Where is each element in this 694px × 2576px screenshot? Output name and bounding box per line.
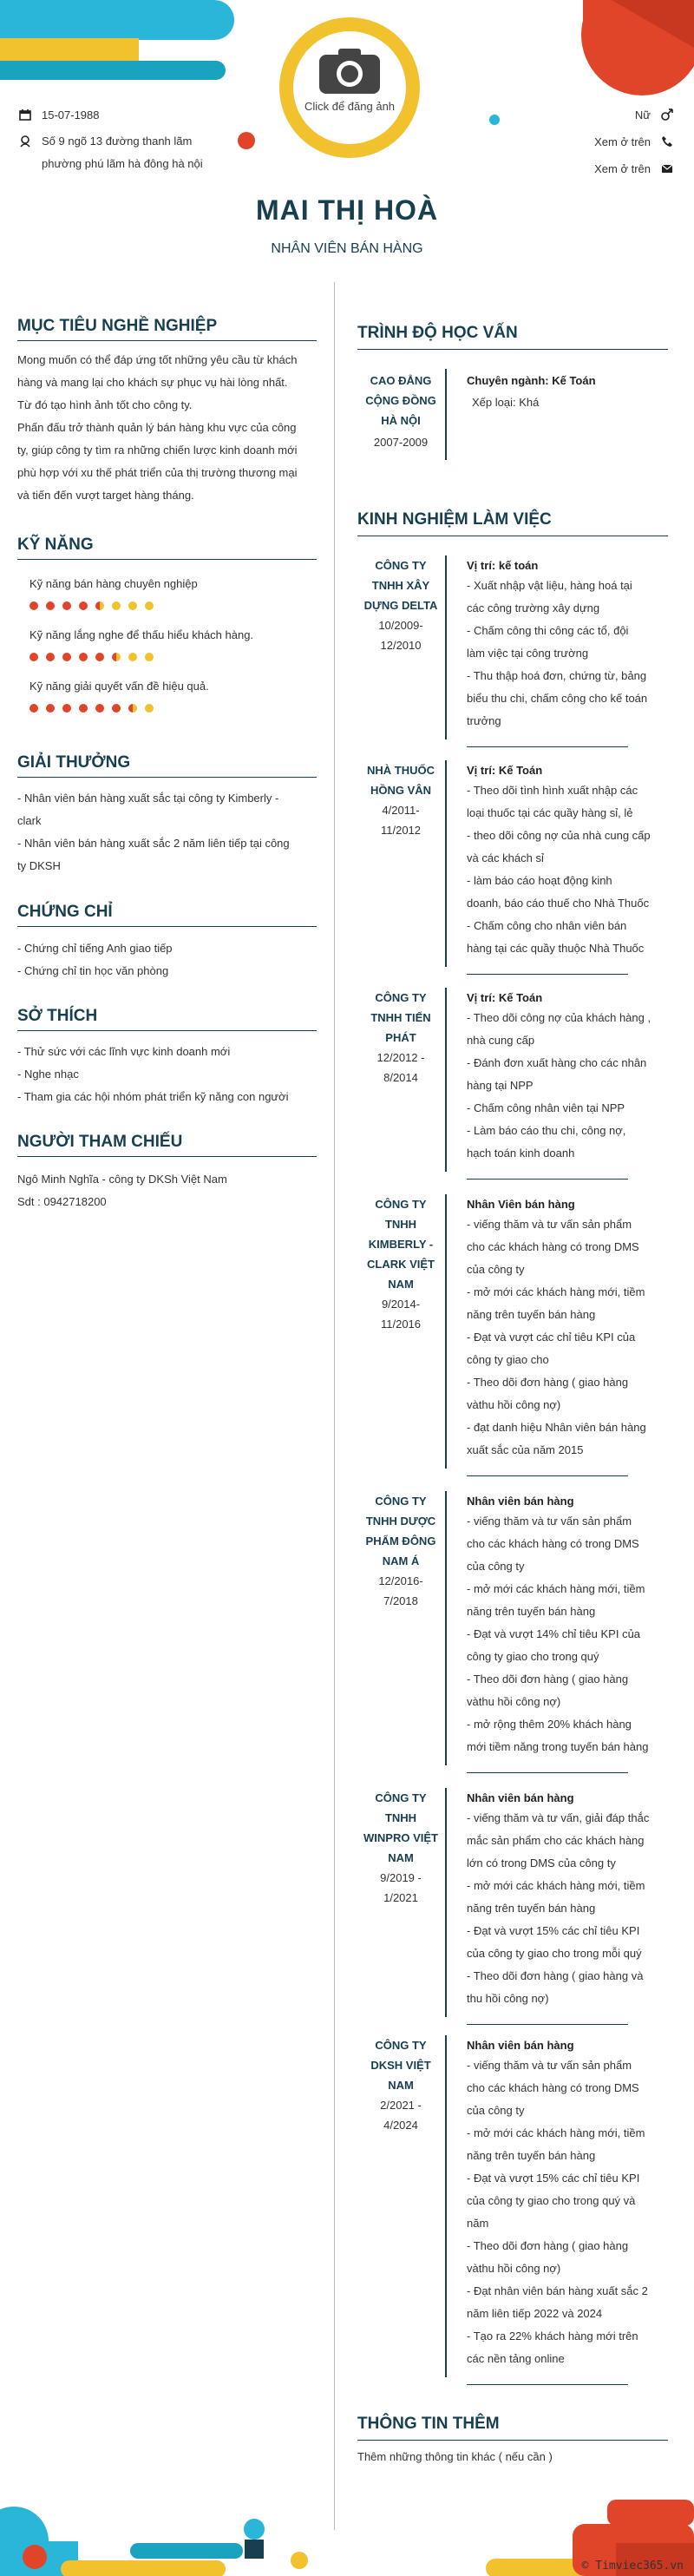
job-description-line: - viếng thăm và tư vấn sản phẩm bbox=[467, 1218, 632, 1231]
rating-dot bbox=[95, 653, 104, 661]
job-date: 12/2012 - bbox=[376, 1051, 425, 1064]
candidate-name: MAI THỊ HOÀ bbox=[255, 194, 439, 226]
job-description-line: - Xuất nhập vật liệu, hàng hoá tại bbox=[467, 579, 632, 592]
extra-divider bbox=[357, 2440, 668, 2441]
job-date: 12/2010 bbox=[380, 639, 422, 652]
education-years: 2007-2009 bbox=[373, 436, 429, 449]
job-company-line: NAM bbox=[388, 2079, 414, 2092]
job-description-line: - Đạt và vượt các chỉ tiêu KPI của bbox=[467, 1331, 636, 1344]
job-description-line: năng trên tuyến bán hàng bbox=[467, 1902, 596, 1915]
job-description-line: hàng tại NPP bbox=[467, 1079, 534, 1092]
job-description-line: biểu thu chi, chấm công cho kế toán bbox=[467, 692, 648, 705]
job-description-line: - mở mới các khách hàng mới, tiềm bbox=[467, 1582, 645, 1595]
skill-name: Kỹ năng lắng nghe để thấu hiểu khách hàng. bbox=[29, 628, 254, 641]
hobby-line: - Thử sức với các lĩnh vực kinh doanh mới bbox=[17, 1045, 231, 1058]
job-description-line: năm liên tiếp 2022 và 2024 bbox=[467, 2307, 603, 2320]
job-description-line: - làm báo cáo hoạt động kinh bbox=[467, 874, 612, 887]
job-company-line: CÔNG TY bbox=[375, 991, 427, 1004]
job-company-line: HỒNG VÂN bbox=[370, 784, 432, 797]
email-row bbox=[594, 162, 673, 175]
job-description-line: cho các khách hàng có trong DMS bbox=[467, 1240, 639, 1253]
education-title: TRÌNH ĐỘ HỌC VẤN bbox=[357, 324, 518, 342]
job-description-line: các nền tảng online bbox=[467, 2352, 565, 2365]
job-description-line: của công ty giao cho trong quý và bbox=[467, 2194, 636, 2207]
hobbies-title: SỞ THÍCH bbox=[17, 1007, 98, 1025]
column-divider bbox=[334, 282, 335, 2530]
job-description-line: hàng tại các quầy thuộc Nhà Thuốc bbox=[467, 942, 645, 955]
education-vline bbox=[445, 369, 447, 460]
job-company-line: TNHH XÂY bbox=[371, 579, 430, 592]
job-separator bbox=[467, 746, 628, 747]
rating-dot bbox=[79, 653, 88, 661]
job-description-line: nhà cung cấp bbox=[467, 1034, 535, 1047]
job-date: 11/2016 bbox=[380, 1318, 422, 1331]
job-vline bbox=[445, 2035, 447, 2377]
job-company-line: NAM bbox=[388, 1278, 414, 1291]
reference-line: Ngô Minh Nghĩa - công ty DKSh Việt Nam bbox=[17, 1173, 227, 1186]
job-company-line: NAM Á bbox=[382, 1554, 420, 1567]
job-separator bbox=[467, 974, 628, 975]
job-description-line: mới tiềm năng trong tuyến bán hàng bbox=[467, 1740, 649, 1753]
job-separator bbox=[467, 1772, 628, 1773]
certificate-line: - Chứng chỉ tin học văn phòng bbox=[17, 964, 169, 977]
address-row bbox=[19, 135, 203, 175]
job-description-line: cho các khách hàng có trong DMS bbox=[467, 2081, 639, 2094]
job-company-line: TNHH bbox=[384, 1218, 417, 1231]
skill-name: Kỹ năng giải quyết vấn đề hiệu quả. bbox=[29, 680, 209, 693]
job-company bbox=[357, 760, 444, 840]
job-description-line: loại thuốc tại các quầy hàng sỉ, lẻ bbox=[467, 806, 633, 819]
watermark: © Timviec365.vn bbox=[581, 2560, 684, 2573]
objective-line: phù hợp với xu thế phát triển của thị trường thương mại bbox=[17, 466, 298, 479]
job-separator bbox=[467, 1475, 628, 1476]
job-description-line: công ty giao cho trong quý bbox=[467, 1650, 599, 1663]
job-vline bbox=[445, 1788, 447, 2017]
experience-title: KINH NGHIỆM LÀM VIỆC bbox=[357, 510, 552, 529]
job-company-line: CLARK VIỆT bbox=[367, 1258, 435, 1271]
rating-dot bbox=[29, 704, 38, 713]
references-divider bbox=[17, 1156, 317, 1157]
hobby-line: - Nghe nhạc bbox=[17, 1068, 79, 1081]
job-company-line: WINPRO VIỆT bbox=[363, 1831, 438, 1844]
job-company-line: CÔNG TY bbox=[375, 1495, 427, 1508]
job-company bbox=[357, 1491, 444, 1611]
job-company-line: PHẨM ĐÔNG bbox=[365, 1534, 436, 1548]
job-title: Vị trí: kế toán bbox=[467, 559, 539, 572]
job-date: 8/2014 bbox=[383, 1071, 418, 1084]
job-description-line: của công ty giao cho trong mỗi quý bbox=[467, 1947, 642, 1960]
education-divider bbox=[357, 349, 668, 350]
job-title: Vị trí: Kế Toán bbox=[467, 764, 543, 777]
skill-rating bbox=[29, 601, 154, 610]
job-date: 7/2018 bbox=[383, 1594, 418, 1607]
job-title: Nhân viên bán hàng bbox=[467, 1791, 574, 1804]
job-company-line: DKSH VIỆT bbox=[370, 2059, 431, 2072]
job-title: Nhân viên bán hàng bbox=[467, 2039, 574, 2052]
job-description bbox=[467, 1213, 668, 1462]
job-description-line: - Theo dõi đơn hàng ( giao hàng bbox=[467, 1672, 629, 1686]
job-description-line: lớn có trong DMS của công ty bbox=[467, 1856, 616, 1870]
job-description-line: - viếng thăm và tư vấn, giải đáp thắc bbox=[467, 1811, 650, 1824]
skills-title: KỸ NĂNG bbox=[17, 536, 94, 554]
rating-dot bbox=[46, 704, 55, 713]
job-description-line: thu hồi công nợ) bbox=[467, 1992, 549, 2005]
calendar-icon bbox=[19, 108, 31, 121]
objective-line: và tiến đến vượt target hàng tháng. bbox=[17, 489, 194, 502]
skill-rating bbox=[29, 653, 154, 661]
job-company-line: TNHH TIẾN bbox=[370, 1011, 431, 1024]
references-title: NGƯỜI THAM CHIẾU bbox=[17, 1133, 183, 1151]
award-line: - Nhân viên bán hàng xuất sắc 2 năm liên tiếp tại công bbox=[17, 837, 290, 850]
rating-dot bbox=[79, 704, 88, 713]
job-description-line: vàthu hồi công nợ) bbox=[467, 1695, 561, 1708]
job-date: 2/2021 - bbox=[380, 2099, 422, 2112]
job-description-line: của công ty bbox=[467, 2104, 525, 2117]
job-description-line: - Theo dõi đơn hàng ( giao hàng bbox=[467, 2239, 629, 2252]
job-description-line: vàthu hồi công nợ) bbox=[467, 1398, 561, 1411]
rating-dot bbox=[145, 653, 154, 661]
job-company-line: CÔNG TY bbox=[375, 559, 427, 572]
photo-upload-button[interactable] bbox=[293, 31, 406, 144]
extra-title: THÔNG TIN THÊM bbox=[357, 2415, 500, 2433]
phone-icon bbox=[661, 135, 673, 148]
education-school bbox=[357, 371, 444, 430]
job-description-line: các công trường xây dựng bbox=[467, 601, 600, 614]
job-description-line: - mở mới các khách hàng mới, tiềm bbox=[467, 2126, 645, 2139]
job-description-line: cho các khách hàng có trong DMS bbox=[467, 1537, 639, 1550]
job-description-line: - Đạt và vượt 14% chỉ tiêu KPI của bbox=[467, 1627, 641, 1640]
job-vline bbox=[445, 760, 447, 967]
objective-text bbox=[17, 349, 321, 507]
job-company bbox=[357, 988, 444, 1088]
job-description-line: - mở mới các khách hàng mới, tiềm bbox=[467, 1879, 645, 1892]
job-date: 11/2012 bbox=[380, 824, 422, 837]
rating-dot bbox=[62, 704, 71, 713]
job-company-line: NAM bbox=[388, 1851, 414, 1864]
job-date: 9/2019 - bbox=[380, 1871, 422, 1884]
job-description-line: - Theo dõi đơn hàng ( giao hàng và bbox=[467, 1969, 644, 1982]
award-line: - Nhân viên bán hàng xuất sắc tại công ty Kimberly - bbox=[17, 792, 279, 805]
job-company bbox=[357, 1194, 444, 1334]
job-company-line: CÔNG TY bbox=[375, 2039, 427, 2052]
job-company-line: TNHH bbox=[384, 1811, 417, 1824]
job-description-line: - Theo dõi tình hình xuất nhập các bbox=[467, 784, 638, 797]
job-description-line: - đạt danh hiệu Nhân viên bán hàng bbox=[467, 1421, 646, 1434]
rating-dot bbox=[79, 601, 88, 610]
job-description-line: - theo dõi công nợ của nhà cung cấp bbox=[467, 829, 651, 842]
job-description-line: - Đạt và vượt 15% các chỉ tiêu KPI bbox=[467, 2172, 640, 2185]
certificates-divider bbox=[17, 926, 317, 927]
address-line-2: phường phú lãm hà đông hà nội bbox=[42, 157, 203, 170]
job-description-line: - mở rộng thêm 20% khách hàng bbox=[467, 1718, 632, 1731]
job-date: 1/2021 bbox=[383, 1891, 418, 1904]
job-description-line: doanh, báo cáo thuế cho Nhà Thuốc bbox=[467, 897, 650, 910]
rating-dot bbox=[128, 601, 137, 610]
rating-dot bbox=[95, 601, 104, 610]
job-company-line: DỰNG DELTA bbox=[363, 599, 438, 612]
certificates-text bbox=[17, 937, 330, 982]
objective-line: Mong muốn có thể đáp ứng tốt những yêu cầu từ khách bbox=[17, 353, 298, 366]
rating-dot bbox=[46, 653, 55, 661]
phone-row bbox=[594, 135, 673, 148]
rating-dot bbox=[29, 601, 38, 610]
skill-name: Kỹ năng bán hàng chuyên nghiệp bbox=[29, 577, 198, 590]
email-icon bbox=[661, 162, 673, 174]
education-school-line: CỘNG ĐỒNG bbox=[365, 394, 436, 407]
job-date: 12/2016- bbox=[378, 1574, 423, 1587]
certificates-title: CHỨNG CHỈ bbox=[17, 903, 113, 921]
job-description-line: và các khách sỉ bbox=[467, 851, 544, 864]
job-description-line: - Tạo ra 22% khách hàng mới trên bbox=[467, 2330, 638, 2343]
job-description-line: năm bbox=[467, 2217, 489, 2230]
job-company-line: KIMBERLY - bbox=[368, 1238, 434, 1251]
job-description-line: - Đánh đơn xuất hàng cho các nhân bbox=[467, 1056, 647, 1069]
job-description-line: - mở mới các khách hàng mới, tiềm bbox=[467, 1285, 645, 1298]
job-description-line: hạch toán kinh doanh bbox=[467, 1147, 575, 1160]
email-value[interactable]: Xem ở trên bbox=[594, 162, 651, 175]
job-description-line: - viếng thăm và tư vấn sản phẩm bbox=[467, 2059, 632, 2072]
education-grade: Xếp loại: Khá bbox=[472, 396, 540, 409]
job-separator bbox=[467, 2384, 628, 2385]
extra-text: Thêm những thông tin khác ( nếu cần ) bbox=[357, 2450, 553, 2463]
awards-title: GIẢI THƯỞNG bbox=[17, 753, 131, 772]
job-description bbox=[467, 2054, 668, 2370]
candidate-position: NHÂN VIÊN BÁN HÀNG bbox=[271, 241, 423, 256]
job-description-line: năng trên tuyến bán hàng bbox=[467, 1308, 596, 1321]
gender-value: Nữ bbox=[634, 108, 651, 122]
rating-dot bbox=[145, 704, 154, 713]
references-text bbox=[17, 1168, 330, 1213]
job-description-line: - Đạt và vượt 15% các chỉ tiêu KPI bbox=[467, 1924, 640, 1937]
job-description bbox=[467, 1807, 668, 2010]
job-description bbox=[467, 779, 668, 960]
job-company-line: CÔNG TY bbox=[375, 1198, 427, 1211]
gender-row bbox=[635, 108, 673, 122]
job-description bbox=[467, 1007, 668, 1165]
job-title: Vị trí: Kế Toán bbox=[467, 991, 543, 1004]
job-vline bbox=[445, 555, 447, 739]
job-description-line: công ty giao cho bbox=[467, 1353, 549, 1366]
job-description-line: xuất sắc của năm 2015 bbox=[467, 1443, 584, 1456]
job-description-line: năng trên tuyến bán hàng bbox=[467, 1605, 596, 1618]
job-description-line: làm việc tại công trường bbox=[467, 647, 589, 660]
job-vline bbox=[445, 1194, 447, 1469]
job-description-line: - Thu thập hoá đơn, chứng từ, bảng bbox=[467, 669, 647, 682]
objective-title: MỤC TIÊU NGHỀ NGHIỆP bbox=[17, 317, 218, 335]
skills-divider bbox=[17, 559, 317, 560]
job-company bbox=[357, 2035, 444, 2135]
education-school-line: HÀ NỘI bbox=[381, 414, 421, 427]
photo-caption: Click để đăng ảnh bbox=[304, 100, 396, 113]
rating-dot bbox=[112, 653, 121, 661]
job-company-line: PHÁT bbox=[385, 1031, 416, 1044]
job-vline bbox=[445, 988, 447, 1172]
objective-divider bbox=[17, 340, 317, 341]
reference-line: Sdt : 0942718200 bbox=[17, 1195, 107, 1208]
awards-divider bbox=[17, 777, 317, 778]
job-description-line: - Chấm công cho nhân viên bán bbox=[467, 919, 627, 932]
job-company-line: CÔNG TY bbox=[375, 1791, 427, 1804]
job-description-line: - Theo dõi công nợ của khách hàng , bbox=[467, 1011, 651, 1024]
job-description-line: - Đạt nhân viên bán hàng xuất sắc 2 bbox=[467, 2284, 648, 2297]
education-school-line: CAO ĐẲNG bbox=[370, 374, 432, 387]
job-separator bbox=[467, 1179, 628, 1180]
rating-dot bbox=[112, 704, 121, 713]
awards-text bbox=[17, 787, 330, 877]
hobby-line: - Tham gia các hội nhóm phát triển kỹ năng con người bbox=[17, 1090, 289, 1103]
hobbies-divider bbox=[17, 1030, 317, 1031]
location-icon bbox=[19, 135, 31, 148]
job-company bbox=[357, 555, 444, 655]
rating-dot bbox=[128, 704, 137, 713]
address-line-1: Số 9 ngõ 13 đường thanh lãm bbox=[42, 135, 193, 148]
job-description-line: - Chấm công nhân viên tại NPP bbox=[467, 1101, 625, 1114]
objective-line: Phấn đấu trở thành quản lý bán hàng khu vực của công bbox=[17, 421, 297, 434]
birthdate-value: 15-07-1988 bbox=[42, 108, 100, 122]
job-description bbox=[467, 575, 668, 733]
award-line: ty DKSH bbox=[17, 859, 61, 872]
rating-dot bbox=[29, 653, 38, 661]
objective-line: hàng và mang lại cho khách sự phục vụ hài lòng nhất. bbox=[17, 376, 288, 389]
rating-dot bbox=[62, 653, 71, 661]
gender-icon bbox=[661, 108, 673, 121]
job-separator bbox=[467, 2024, 628, 2025]
objective-line: Từ đó tạo hình ảnh tốt cho công ty. bbox=[17, 398, 193, 411]
rating-dot bbox=[112, 601, 121, 610]
certificate-line: - Chứng chỉ tiếng Anh giao tiếp bbox=[17, 942, 173, 955]
job-company-line: NHÀ THUỐC bbox=[367, 764, 435, 777]
hobbies-text bbox=[17, 1041, 330, 1108]
job-description-line: năng trên tuyến bán hàng bbox=[467, 2149, 596, 2162]
skill-rating bbox=[29, 704, 154, 713]
education-major: Chuyên ngành: Kế Toán bbox=[467, 374, 596, 387]
job-date: 9/2014- bbox=[381, 1298, 421, 1311]
rating-dot bbox=[62, 601, 71, 610]
job-description-line: - Theo dõi đơn hàng ( giao hàng bbox=[467, 1376, 629, 1389]
job-date: 10/2009- bbox=[378, 619, 423, 632]
job-date: 4/2011- bbox=[382, 804, 420, 817]
job-description-line: - Chấm công thi công các tổ, đội bbox=[467, 624, 629, 637]
rating-dot bbox=[145, 601, 154, 610]
award-line: clark bbox=[17, 814, 42, 827]
job-description-line: của công ty bbox=[467, 1560, 525, 1573]
camera-icon bbox=[293, 49, 406, 98]
birthdate-row bbox=[19, 108, 100, 122]
job-title: Nhân Viên bán hàng bbox=[467, 1198, 575, 1211]
rating-dot bbox=[95, 704, 104, 713]
objective-line: ty, giúp công ty tìm ra những chiến lược kinh doanh mới bbox=[17, 444, 298, 457]
job-company bbox=[357, 1788, 444, 1908]
phone-value[interactable]: Xem ở trên bbox=[594, 135, 651, 148]
job-description bbox=[467, 1510, 668, 1758]
job-vline bbox=[445, 1491, 447, 1765]
job-description-line: của công ty bbox=[467, 1263, 525, 1276]
rating-dot bbox=[128, 653, 137, 661]
job-description-line: vàthu hồi công nợ) bbox=[467, 2262, 561, 2275]
job-description-line: trưởng bbox=[467, 714, 501, 727]
job-date: 4/2024 bbox=[383, 2119, 418, 2132]
job-company-line: TNHH DƯỢC bbox=[365, 1515, 436, 1528]
rating-dot bbox=[46, 601, 55, 610]
job-description-line: - viếng thăm và tư vấn sản phẩm bbox=[467, 1515, 632, 1528]
job-description-line: mắc sản phẩm cho các khách hàng bbox=[467, 1834, 645, 1847]
job-title: Nhân viên bán hàng bbox=[467, 1495, 574, 1508]
job-description-line: - Làm báo cáo thu chi, công nợ, bbox=[467, 1124, 626, 1137]
